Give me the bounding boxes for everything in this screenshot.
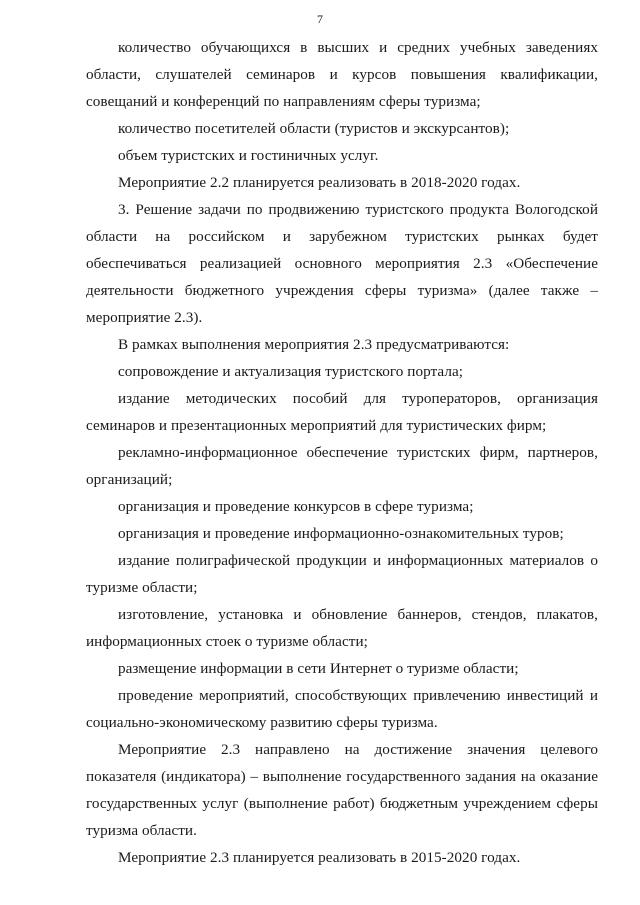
paragraph: количество обучающихся в высших и средних учебных заведениях области, слушателей семинаров и курсов повышения квалификации, совещаний и конференций по направлениям сферы туризма;: [86, 39, 598, 110]
document-body: [86, 34, 598, 871]
paragraph: изготовление, установка и обновление баннеров, стендов, плакатов, информационных стоек о туризме области;: [86, 606, 598, 650]
paragraph: проведение мероприятий, способствующих привлечению инвестиций и социально-экономическому развитию сферы туризма.: [86, 687, 598, 731]
paragraph: Мероприятие 2.3 планируется реализовать в 2015-2020 годах.: [118, 849, 521, 866]
paragraph: организация и проведение конкурсов в сфере туризма;: [118, 498, 474, 515]
page-number: 7: [317, 12, 323, 26]
paragraph: организация и проведение информационно-ознакомительных туров;: [118, 525, 564, 542]
paragraph: размещение информации в сети Интернет о туризме области;: [118, 660, 519, 677]
paragraph: издание полиграфической продукции и информационных материалов о туризме области;: [86, 552, 598, 596]
paragraph: сопровождение и актуализация туристского портала;: [118, 363, 464, 380]
paragraph: объем туристских и гостиничных услуг.: [118, 147, 379, 164]
paragraph: Мероприятие 2.3 направлено на достижение значения целевого показателя (индикатора) – выполнение государственного задания на оказание государственных услуг (выполнение работ) бюджетным учреждением сферы туризма области.: [86, 741, 598, 839]
paragraph: количество посетителей области (туристов и экскурсантов);: [118, 120, 510, 137]
paragraph: рекламно-информационное обеспечение туристских фирм, партнеров, организаций;: [86, 444, 598, 488]
paragraph: 3. Решение задачи по продвижению туристского продукта Вологодской области на российском и зарубежном туристских рынках будет обеспечиваться реализацией основного мероприятия 2.3 «Обеспечение деятельности бюджетного учреждения сферы туризма» (далее также – мероприятие 2.3).: [86, 201, 598, 326]
paragraph: В рамках выполнения мероприятия 2.3 предусматриваются:: [118, 336, 510, 353]
paragraph: Мероприятие 2.2 планируется реализовать в 2018-2020 годах.: [118, 174, 521, 191]
paragraph: издание методических пособий для туроператоров, организация семинаров и презентационных мероприятий для туристических фирм;: [86, 390, 598, 434]
